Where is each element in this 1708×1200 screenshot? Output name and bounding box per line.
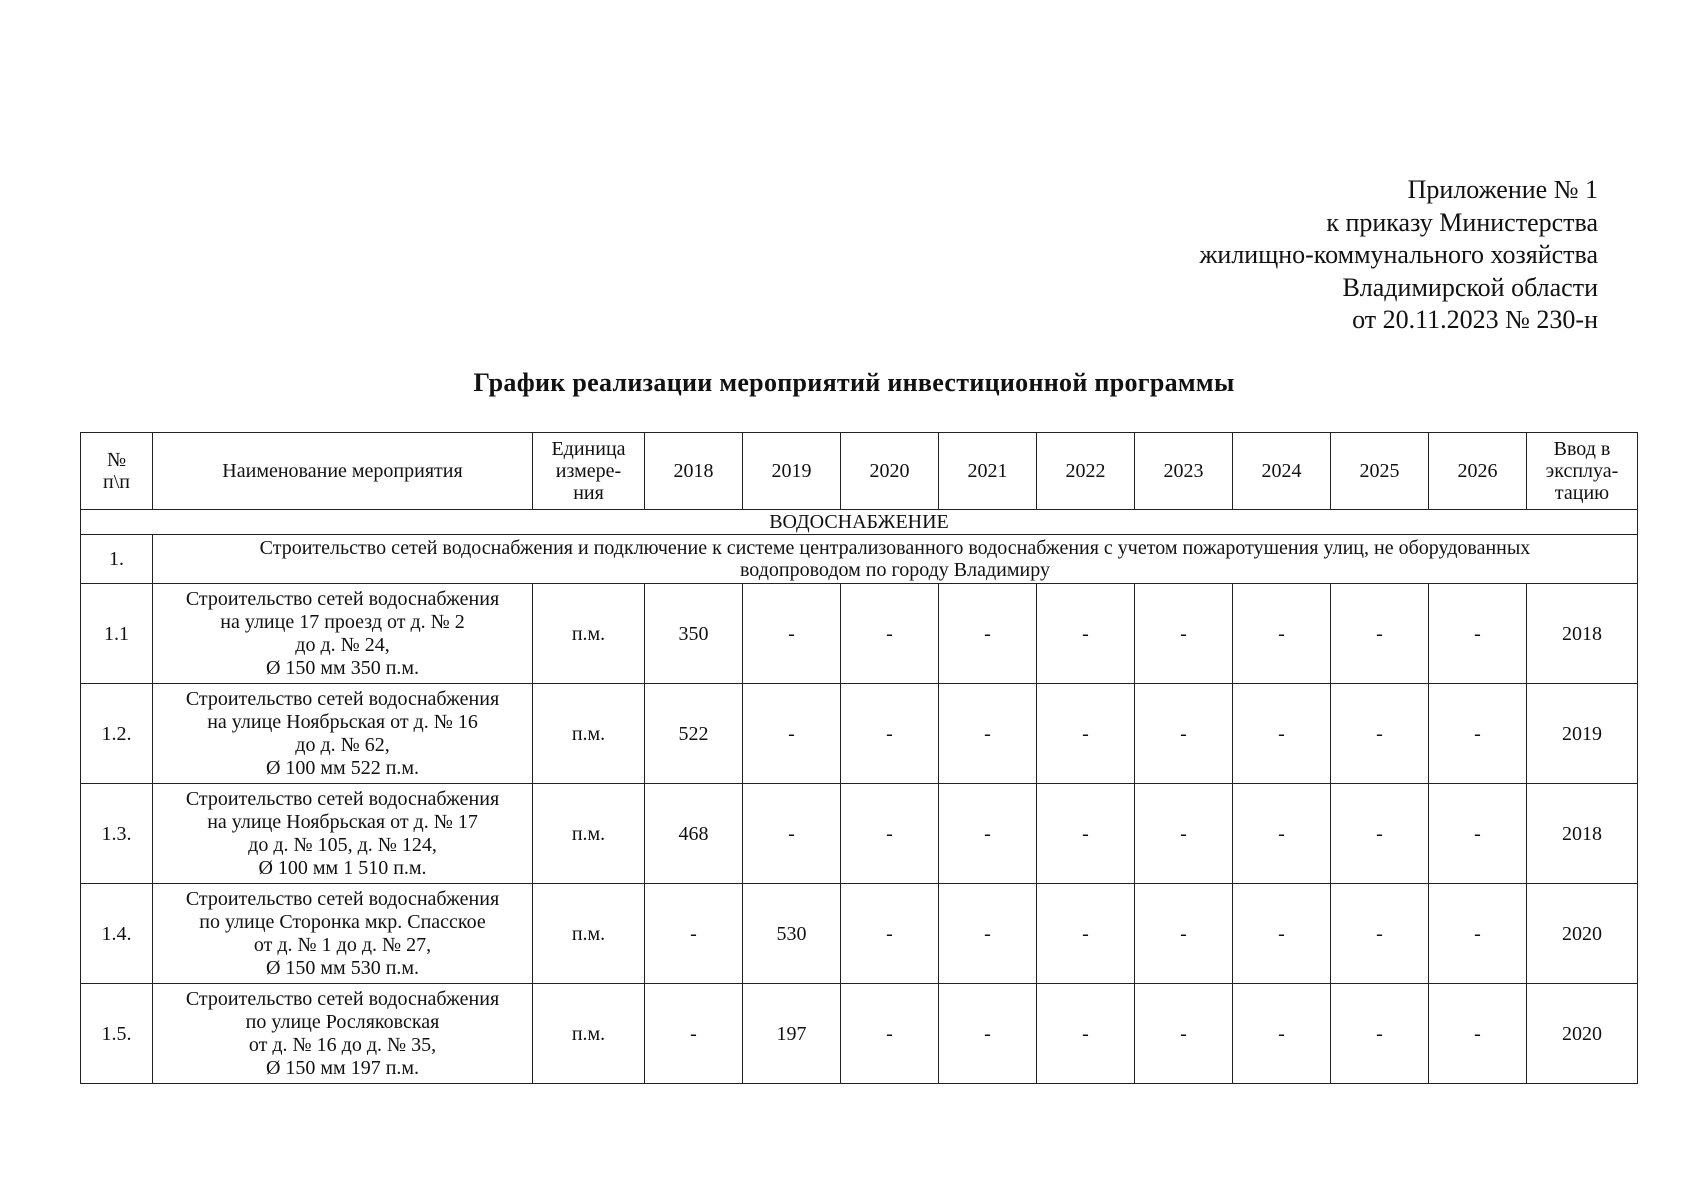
row-value: 468 bbox=[645, 784, 743, 884]
header-commission bbox=[1527, 433, 1638, 510]
appendix-line: к приказу Министерства bbox=[1326, 207, 1598, 237]
row-num: 1.5. bbox=[81, 984, 153, 1084]
row-value: - bbox=[1429, 684, 1527, 784]
row-value: 522 bbox=[645, 684, 743, 784]
row-value: - bbox=[1037, 584, 1135, 684]
header-year: 2026 bbox=[1429, 433, 1527, 510]
row-value: - bbox=[1429, 584, 1527, 684]
row-value: - bbox=[1037, 884, 1135, 984]
row-num: 1.3. bbox=[81, 784, 153, 884]
row-name-line: Строительство сетей водоснабжения bbox=[185, 987, 500, 1010]
appendix-line: от 20.11.2023 № 230-н bbox=[1352, 305, 1598, 334]
table-row bbox=[81, 584, 1638, 684]
row-value: - bbox=[939, 684, 1037, 784]
row-value: - bbox=[1429, 984, 1527, 1084]
row-name-line: по улице Росляковская bbox=[245, 1010, 440, 1033]
row-value: - bbox=[841, 684, 939, 784]
section-row bbox=[81, 510, 1638, 535]
row-name-line: на улице Ноябрьская от д. № 17 bbox=[207, 810, 478, 833]
row-commission: 2018 bbox=[1527, 584, 1638, 684]
section-title: ВОДОСНАБЖЕНИЕ bbox=[81, 510, 1638, 535]
header-commission-line: Ввод в bbox=[1553, 438, 1611, 460]
row-name-line: до д. № 105, д. № 124, bbox=[248, 833, 437, 856]
table-row bbox=[81, 784, 1638, 884]
header-row bbox=[81, 433, 1638, 510]
row-value: - bbox=[1233, 684, 1331, 784]
group-name bbox=[153, 535, 1638, 584]
header-unit-line: Единица bbox=[551, 438, 626, 460]
row-name bbox=[153, 984, 533, 1084]
row-name-line: Строительство сетей водоснабжения bbox=[185, 887, 500, 910]
row-num: 1.1 bbox=[81, 584, 153, 684]
row-unit: п.м. bbox=[533, 684, 645, 784]
appendix-line: Владимирской области bbox=[1342, 272, 1598, 302]
row-name bbox=[153, 684, 533, 784]
row-name-line: Ø 150 мм 350 п.м. bbox=[265, 656, 420, 679]
row-value: 530 bbox=[743, 884, 841, 984]
header-num-line: п\п bbox=[103, 471, 130, 493]
row-value: - bbox=[939, 784, 1037, 884]
row-value: - bbox=[841, 584, 939, 684]
row-name-line: до д. № 24, bbox=[295, 633, 390, 656]
row-name-line: на улице Ноябрьская от д. № 16 bbox=[207, 710, 478, 733]
row-value: - bbox=[1331, 784, 1429, 884]
header-unit-line: измере- bbox=[555, 460, 622, 482]
header-commission-line: тацию bbox=[1554, 482, 1610, 504]
row-name bbox=[153, 884, 533, 984]
row-name-line: Строительство сетей водоснабжения bbox=[185, 587, 500, 610]
row-name bbox=[153, 784, 533, 884]
row-value: - bbox=[1233, 584, 1331, 684]
row-value: - bbox=[1233, 984, 1331, 1084]
row-value: - bbox=[1037, 984, 1135, 1084]
row-value: - bbox=[1331, 884, 1429, 984]
row-value: - bbox=[939, 884, 1037, 984]
row-value: - bbox=[1135, 684, 1233, 784]
header-year: 2019 bbox=[743, 433, 841, 510]
row-value: - bbox=[743, 584, 841, 684]
row-value: 350 bbox=[645, 584, 743, 684]
header-name: Наименование мероприятия bbox=[153, 433, 533, 510]
group-num: 1. bbox=[81, 535, 153, 584]
row-unit: п.м. bbox=[533, 584, 645, 684]
appendix-line: жилищно-коммунального хозяйства bbox=[1199, 240, 1598, 269]
row-value: - bbox=[645, 884, 743, 984]
row-value: 197 bbox=[743, 984, 841, 1084]
row-unit: п.м. bbox=[533, 984, 645, 1084]
row-unit: п.м. bbox=[533, 784, 645, 884]
row-value: - bbox=[1135, 984, 1233, 1084]
document-title: График реализации мероприятий инвестиционной программы bbox=[473, 368, 1235, 397]
header-year: 2025 bbox=[1331, 433, 1429, 510]
row-name-line: на улице 17 проезд от д. № 2 bbox=[220, 610, 465, 633]
row-commission: 2020 bbox=[1527, 884, 1638, 984]
group-name-line: Строительство сетей водоснабжения и подключение к системе централизованного водоснабжения с учетом пожаротушения улиц, не оборудованных bbox=[259, 537, 1531, 559]
header-year: 2020 bbox=[841, 433, 939, 510]
row-commission: 2020 bbox=[1527, 984, 1638, 1084]
row-value: - bbox=[939, 584, 1037, 684]
group-name-line: водопроводом по городу Владимиру bbox=[740, 559, 1050, 581]
row-value: - bbox=[841, 784, 939, 884]
header-unit bbox=[533, 433, 645, 510]
row-value: - bbox=[1331, 984, 1429, 1084]
table-row bbox=[81, 884, 1638, 984]
row-value: - bbox=[939, 984, 1037, 1084]
row-name bbox=[153, 584, 533, 684]
row-value: - bbox=[1331, 584, 1429, 684]
row-value: - bbox=[1135, 784, 1233, 884]
row-name-line: Ø 100 мм 1 510 п.м. bbox=[258, 856, 427, 879]
row-name-line: от д. № 1 до д. № 27, bbox=[253, 933, 432, 956]
row-value: - bbox=[1233, 784, 1331, 884]
row-value: - bbox=[743, 684, 841, 784]
row-name-line: от д. № 16 до д. № 35, bbox=[248, 1033, 437, 1056]
row-value: - bbox=[1429, 884, 1527, 984]
table-row bbox=[81, 984, 1638, 1084]
header-num-line: № bbox=[106, 449, 127, 471]
table-row bbox=[81, 684, 1638, 784]
header-num bbox=[81, 433, 153, 510]
row-name-line: Ø 150 мм 197 п.м. bbox=[265, 1056, 420, 1079]
row-value: - bbox=[1331, 684, 1429, 784]
header-year: 2023 bbox=[1135, 433, 1233, 510]
row-name-line: Ø 150 мм 530 п.м. bbox=[265, 956, 420, 979]
header-year: 2021 bbox=[939, 433, 1037, 510]
row-value: - bbox=[1135, 884, 1233, 984]
row-value: - bbox=[645, 984, 743, 1084]
header-commission-line: эксплуа- bbox=[1545, 460, 1619, 482]
row-value: - bbox=[1037, 784, 1135, 884]
row-value: - bbox=[1233, 884, 1331, 984]
header-unit-line: ния bbox=[573, 482, 604, 504]
header-year: 2018 bbox=[645, 433, 743, 510]
header-year: 2024 bbox=[1233, 433, 1331, 510]
row-value: - bbox=[841, 884, 939, 984]
row-num: 1.4. bbox=[81, 884, 153, 984]
row-name-line: Строительство сетей водоснабжения bbox=[185, 787, 500, 810]
row-name-line: Строительство сетей водоснабжения bbox=[185, 687, 500, 710]
row-num: 1.2. bbox=[81, 684, 153, 784]
appendix-line: Приложение № 1 bbox=[1407, 175, 1598, 204]
row-name-line: Ø 100 мм 522 п.м. bbox=[265, 756, 420, 779]
row-unit: п.м. bbox=[533, 884, 645, 984]
header-year: 2022 bbox=[1037, 433, 1135, 510]
row-value: - bbox=[1429, 784, 1527, 884]
schedule-table bbox=[80, 432, 1638, 1084]
row-value: - bbox=[841, 984, 939, 1084]
appendix-block bbox=[1199, 174, 1598, 337]
row-commission: 2019 bbox=[1527, 684, 1638, 784]
row-value: - bbox=[1037, 684, 1135, 784]
row-value: - bbox=[1135, 584, 1233, 684]
group-row bbox=[81, 535, 1638, 584]
row-commission: 2018 bbox=[1527, 784, 1638, 884]
row-name-line: по улице Сторонка мкр. Спасское bbox=[199, 910, 486, 933]
row-value: - bbox=[743, 784, 841, 884]
row-name-line: до д. № 62, bbox=[295, 733, 390, 756]
